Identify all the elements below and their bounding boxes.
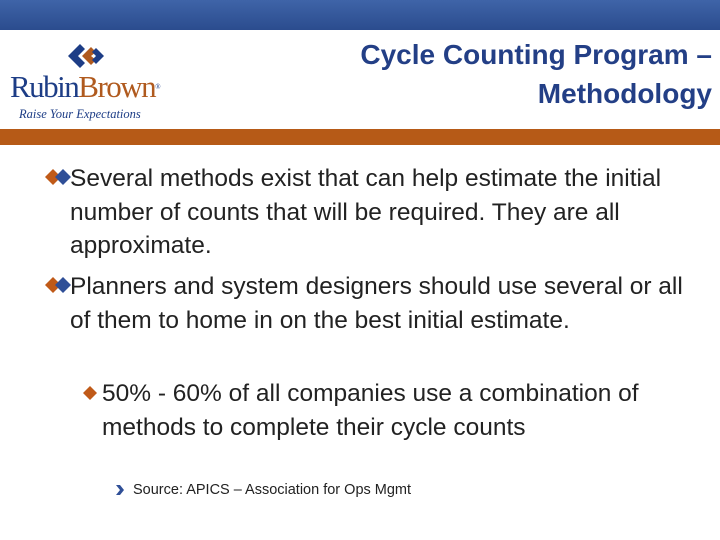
double-diamond-bullet-icon xyxy=(44,276,72,294)
bullet-item-2: Planners and system designers should use several or all of them to home in on the best initial estimate. xyxy=(70,273,683,334)
header-rule xyxy=(0,129,720,145)
slide-title xyxy=(232,35,712,113)
diamond-bullet-icon xyxy=(82,385,98,401)
logo-wordmark: RubinBrown® xyxy=(10,69,161,104)
slide-title-line-1: Cycle Counting Program – xyxy=(360,39,712,70)
logo-tagline: Raise Your Expectations xyxy=(19,107,141,121)
rubinbrown-logo xyxy=(10,38,170,128)
chevron-bullet-icon xyxy=(115,484,125,496)
header-band xyxy=(0,0,720,30)
bullet-item-1: Several methods exist that can help estimate the initial number of counts that will be required. They are all approximate. xyxy=(70,165,662,259)
slide-title-line-2: Methodology xyxy=(537,78,712,109)
logo-diamonds-icon xyxy=(64,40,108,72)
bullet-item-4: Source: APICS – Association for Ops Mgmt xyxy=(133,482,412,498)
bullet-item-3: 50% - 60% of all companies use a combination of methods to complete their cycle counts xyxy=(102,380,639,441)
double-diamond-bullet-icon xyxy=(44,168,72,186)
